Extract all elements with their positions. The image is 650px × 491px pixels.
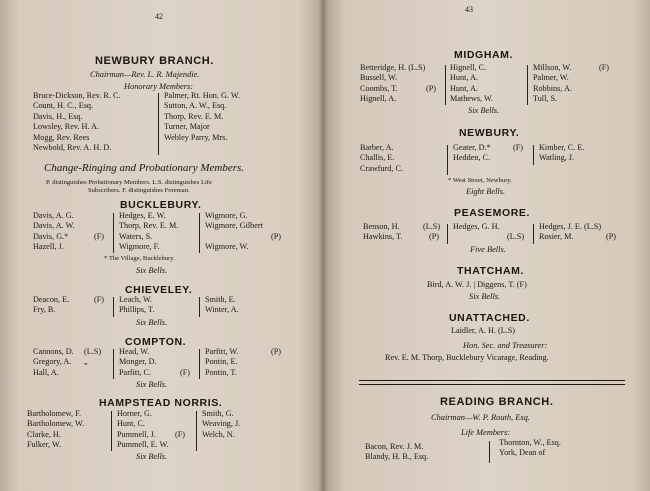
peasemore-marks: (L.S) (P) [423,222,441,242]
newbury-bells: Eight Bells. [466,187,506,196]
peasemore-col-2: Hedges, G. H. (L.S) [453,222,525,242]
divider [199,349,200,379]
sec-label: Hon. Sec. and Treasurer: [463,341,548,350]
chieveley-bells: Six Bells. [136,318,168,327]
midgham-col-1: Betteridge, H. (L.S) Bussell, W. Coombs, T. Hignell, A. [360,63,426,104]
left-page [0,0,323,491]
hampstead-col-3: Smith, G. Weaving, J. Welch, N. [202,409,241,439]
divider [445,65,446,105]
probationary-mark: (P) [426,84,437,93]
bucklebury-col-2: Hedges, E. W. Thorp, Rev. E. M. Waters, S. Wigmore, F. [119,211,179,252]
compton-col-3: Parfitt, W. Pontin, E. Pontin, T. [205,347,239,377]
divider [113,349,114,379]
rule-thick [359,380,625,381]
bucklebury-bells: Six Bells. [136,266,168,275]
honorary-col-2: Palmer, Rt. Hon. G. W. Sutton, A. W., Esq. Thorp, Rev. E. M. Turner, Major Webley Parry, Mrs. [164,91,240,142]
rule-thin [359,384,625,385]
bucklebury-title: BUCKLEBURY. [120,199,202,211]
newbury-footnote: * West Street, Newbury. [448,177,512,184]
foreman-mark: (F) [513,143,524,152]
section-title: Change-Ringing and Probationary Members. [44,162,245,174]
honorary-label: Honorary Members: [124,82,194,91]
divider [158,93,159,155]
thatcham-bells: Six Bells. [469,292,501,301]
midgham-bells: Six Bells. [468,106,500,115]
divider [447,224,448,244]
probationary-mark: (P) [271,232,282,241]
peasemore-col-1: Benson, H. Hawkins, T. [363,222,403,242]
page-number: 42 [155,12,163,21]
divider [533,224,534,244]
peasemore-col-3: Hedges, J. E. (L.S) Rosier, M. [539,222,602,242]
foreman-mark: (F) [180,368,191,377]
chairman-line: Chairman—Rev. L. R. Majendie. [90,70,200,79]
thatcham-members: Bird, A. W. J. | Diggens, T. (F) [427,280,527,289]
bucklebury-footnote: * The Village, Bucklebury. [104,255,175,262]
reading-col-1: Bacon, Rev. J. M. Blandy, H. B., Esq. [365,442,429,462]
newbury-col-1: Barber, A. Challis, E. Crawfurd, C. [360,143,403,173]
compton-col-2: Head, W. Monger, D. Parfitt, C. [119,347,157,377]
divider [527,65,528,105]
probationary-mark: (P) [606,232,617,241]
foreman-mark: (F) [175,430,186,439]
legend-line-2: Subscribers. F. distinguishes Foreman. [88,187,190,194]
midgham-title: MIDGHAM. [454,49,514,61]
divider [113,213,114,253]
thatcham-title: THATCHAM. [457,265,525,277]
divider [199,213,200,253]
midgham-col-2: Hignell, C. Hunt, A. Hunt, A. Mathews, W. [450,63,493,104]
hampstead-title: HAMPSTEAD NORRIS. [99,397,223,409]
sec-name: Rev. E. M. Thorp, Bucklebury Vicarage, Reading. [385,353,549,362]
branch-title: NEWBURY BRANCH. [95,55,214,67]
chieveley-title: CHIEVELEY. [125,284,193,296]
bucklebury-col-3: Wigmore, G. Wigmore, Gilbert Wigmore, W. [205,211,263,252]
compton-bells: Six Bells. [136,380,168,389]
divider [196,411,197,451]
unattached-title: UNATTACHED. [449,312,530,324]
midgham-col-3: Millson, W. Palmer, W. Robbins, A. Tull, S. [533,63,572,104]
foreman-mark: (F) [94,295,105,304]
divider [113,297,114,317]
newbury-title: NEWBURY. [459,127,520,139]
honorary-col-1: Bruce-Dickson, Rev. R. C. Count, H. C., Esq. Davis, H., Esq. Lowsley, Rev. H. A. Mogg, Rev. Rees Newbold, Rev. A. H. D. [33,91,121,153]
legend-line-1: P. distinguishes Probationary Members. L.S. distinguishes Life [46,179,212,186]
page-number: 43 [465,5,473,14]
probationary-mark: (P) [271,347,282,356]
chieveley-col-2: Leach, W. Phillips, T. [119,295,155,315]
chieveley-col-1: Deacon, E. Fry, B. [33,295,70,315]
unattached-member: Laidler, A. H. (L.S) [451,326,516,335]
divider [111,411,112,451]
divider [533,145,534,165]
hampstead-col-1: Bartholomew, F. Bartholomew, W. Clarke, H. Fulker, W. [27,409,85,450]
book-fold [318,0,328,491]
divider [447,145,448,175]
hampstead-col-2: Horner, G. Hunt, C. Pummell, J. Pummell, E. W. [117,409,169,450]
compton-title: COMPTON. [125,336,187,348]
life-members-label: Life Members: [461,428,511,437]
reading-title: READING BRANCH. [440,396,554,408]
divider [199,297,200,317]
foreman-mark: (F) [94,232,105,241]
newbury-col-3: Kimber, C. E. Watling, J. [539,143,585,163]
peasemore-title: PEASEMORE. [454,207,531,219]
compton-col-1: Cannons, D. Gregory, A. Hall, A. [33,347,74,377]
reading-col-2: Thornton, W., Esq. York, Dean of [499,438,561,458]
divider [489,441,490,463]
foreman-mark: (F) [599,63,610,72]
newbury-col-2: Geater, D.* Hedden, C. [453,143,491,163]
peasemore-bells: Five Bells. [470,245,506,254]
right-page [323,0,650,491]
compton-marks: (L.S) „ [84,347,102,367]
hampstead-bells: Six Bells. [136,452,168,461]
chieveley-col-3: Smith, E. Winter, A. [205,295,239,315]
bucklebury-col-1: Davis, A. G. Davis, A. W. Davis, G.* Hazell, J. [33,211,75,252]
reading-chairman: Chairman—W. P. Routh, Esq. [431,413,530,422]
